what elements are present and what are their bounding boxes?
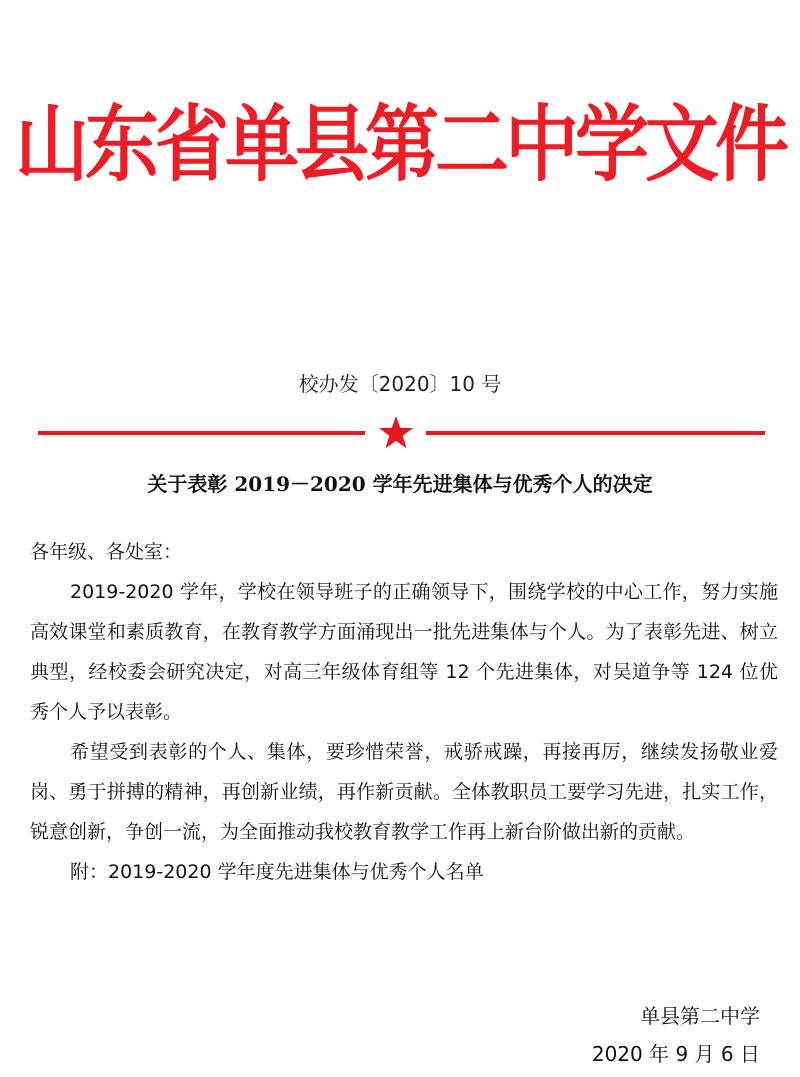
signature-block bbox=[592, 997, 760, 1073]
document-title: 关于表彰 2019－2020 学年先进集体与优秀个人的决定 bbox=[147, 472, 653, 496]
salutation: 各年级、各处室： bbox=[30, 541, 183, 563]
document-number: 校办发〔2020〕10 号 bbox=[298, 372, 502, 396]
divider-line-right bbox=[426, 431, 765, 435]
attachment-note: 附：2019-2020 学年度先进集体与优秀个人名单 bbox=[70, 861, 484, 883]
signature-date: 2020 年 9 月 6 日 bbox=[591, 1042, 760, 1066]
divider-line-left bbox=[38, 431, 365, 435]
document-header-title: 山东省单县第二中学文件 bbox=[15, 97, 785, 194]
body-paragraph: 希望受到表彰的个人、集体，要珍惜荣誉，戒骄戒躁，再接再厉，继续发扬敬业爱岗、勇于拼搏的精神，再创新业绩，再作新贡献。全体教职员工要学习先进，扎实工作，锐意创新，争创一流，为全面推动我校教育教学工作再上新台阶做出新的贡献。 bbox=[30, 741, 778, 843]
body-paragraph: 2019-2020 学年，学校在领导班子的正确领导下，围绕学校的中心工作，努力实施高效课堂和素质教育，在教育教学方面涌现出一批先进集体与个人。为了表彰先进、树立典型，经校委会研究决定，对高三年级体育组等 12 个先进集体，对吴道争等 124 位优秀个人予以表彰。 bbox=[30, 581, 778, 723]
star-icon bbox=[378, 415, 414, 451]
document-body bbox=[30, 532, 778, 892]
red-divider bbox=[38, 413, 765, 453]
signature-organization: 单县第二中学 bbox=[640, 1004, 760, 1028]
